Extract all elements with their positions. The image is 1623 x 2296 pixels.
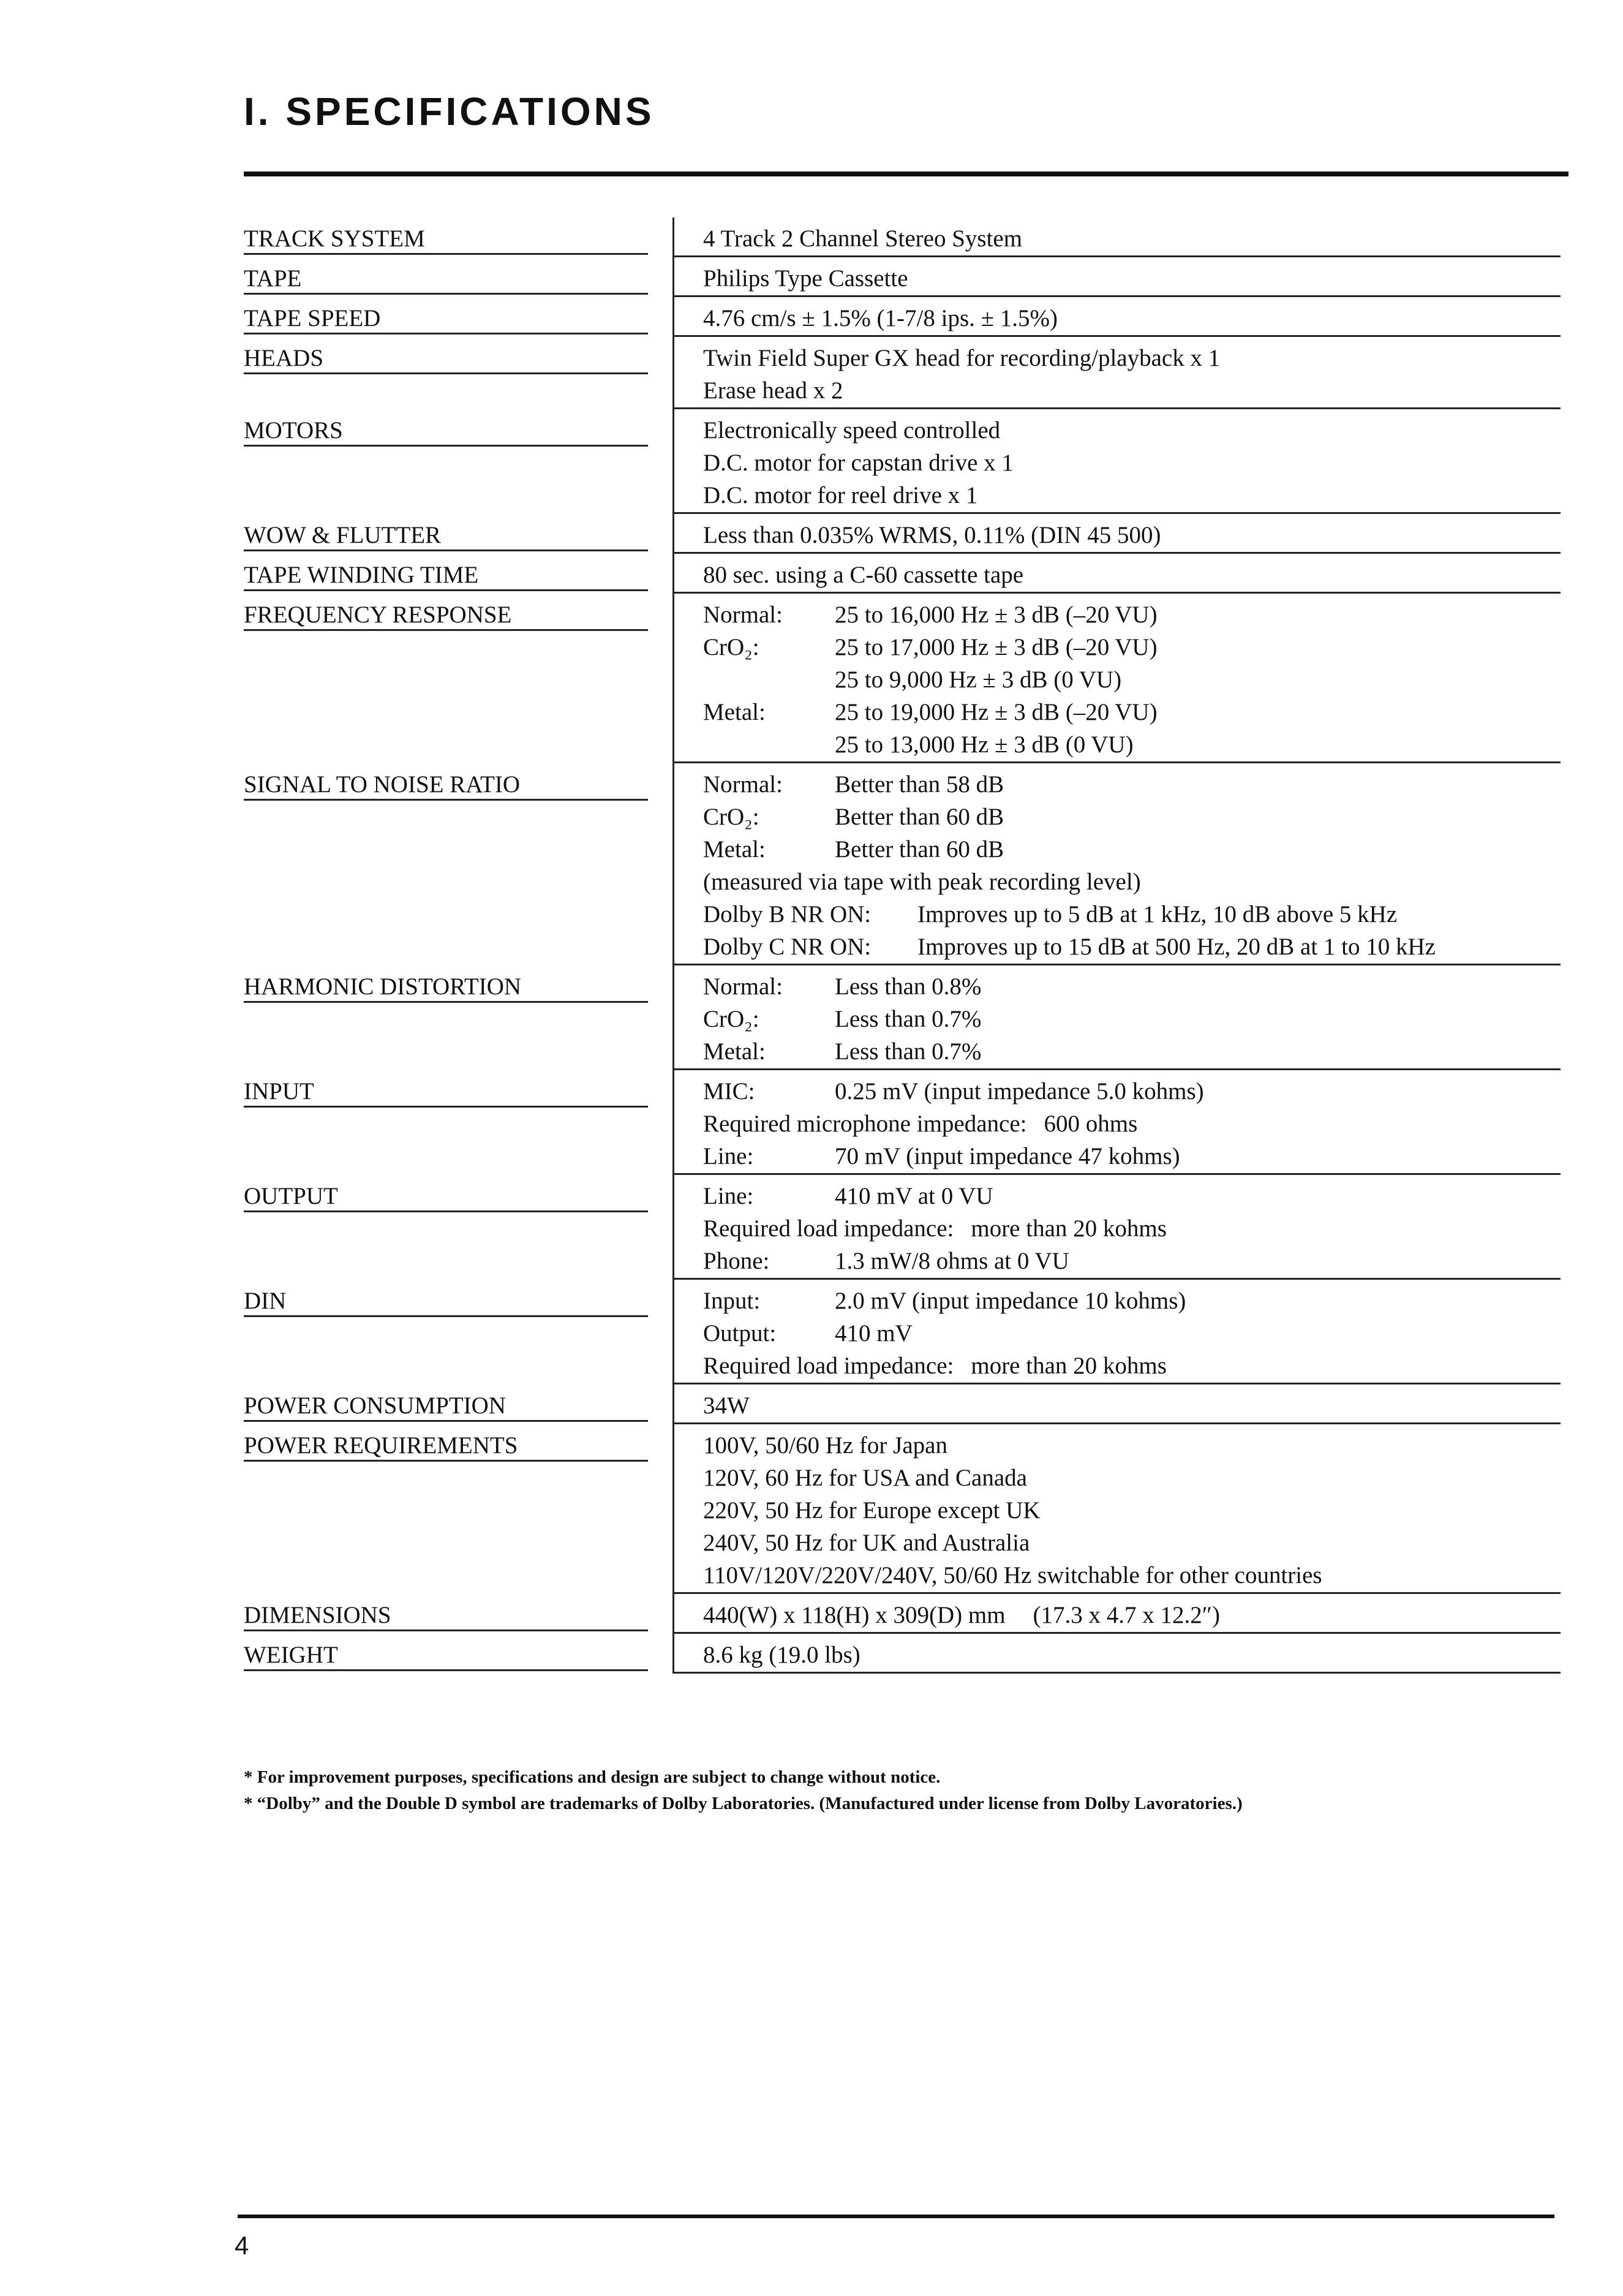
spec-value: [703, 257, 1561, 297]
spec-value-line: [703, 1075, 1561, 1108]
spec-value-line: [703, 1350, 1561, 1382]
spec-value-text: D.C. motor for capstan drive x 1: [703, 450, 1014, 476]
spec-value-line: [703, 1035, 1561, 1068]
column-divider: [672, 554, 674, 594]
spec-value: [703, 514, 1561, 554]
spec-value-text: Less than 0.8%: [835, 973, 982, 1000]
spec-label: FREQUENCY RESPONSE: [244, 594, 648, 631]
spec-label: POWER CONSUMPTION: [244, 1384, 648, 1422]
spec-value-key: Line:: [703, 1143, 754, 1169]
spec-value-line: [703, 599, 1561, 631]
spec-value-line: [703, 1599, 1561, 1631]
spec-value-text: 600 ohms: [1044, 1111, 1138, 1137]
spec-value-line: [703, 898, 1561, 931]
spec-value-key: Required microphone impedance:: [703, 1111, 1027, 1137]
spec-value-text: Erase head x 2: [703, 377, 843, 404]
page-number: 4: [235, 2231, 249, 2260]
column-divider: [672, 257, 674, 297]
spec-row: [244, 1175, 1561, 1280]
spec-value-line: [703, 1140, 1561, 1173]
column-divider: [672, 1594, 674, 1634]
spec-value-key: Normal:: [703, 602, 783, 628]
spec-value-text: 80 sec. using a C-60 cassette tape: [703, 562, 1024, 588]
spec-value-text: Better than 60 dB: [835, 804, 1004, 830]
column-divider: [672, 1175, 674, 1280]
spec-value-line: [703, 519, 1561, 551]
spec-value-line: [703, 1003, 1561, 1035]
spec-value-key: 440(W) x 118(H) x 309(D) mm: [703, 1602, 1006, 1628]
spec-value-line: [703, 447, 1561, 479]
spec-value-text: 25 to 9,000 Hz ± 3 dB (0 VU): [835, 667, 1122, 693]
footnote: * “Dolby” and the Double D symbol are trademarks of Dolby Laboratories. (Manufactured under license from Dolby Lavoratories.): [244, 1794, 1243, 1813]
spec-row: [244, 1424, 1561, 1594]
spec-label: POWER REQUIREMENTS: [244, 1424, 648, 1462]
spec-row: [244, 514, 1561, 554]
spec-value: [703, 1384, 1561, 1424]
spec-label: HARMONIC DISTORTION: [244, 965, 648, 1003]
spec-row: [244, 337, 1561, 409]
spec-value-line: [703, 414, 1561, 447]
spec-value-key: Phone:: [703, 1248, 770, 1274]
spec-value-key: Metal:: [703, 836, 766, 863]
spec-row: [244, 217, 1561, 257]
spec-value-line: [703, 559, 1561, 591]
spec-value-line: [703, 631, 1561, 663]
spec-value-text: Improves up to 15 dB at 500 Hz, 20 dB at 1 to 10 kHz: [917, 934, 1436, 960]
spec-row: [244, 965, 1561, 1070]
spec-value-line: [703, 1108, 1561, 1140]
spec-value-line: [703, 768, 1561, 801]
title-rule: [244, 172, 1568, 176]
column-divider: [672, 763, 674, 965]
spec-value-text: (measured via tape with peak recording level): [703, 869, 1141, 895]
spec-label: OUTPUT: [244, 1175, 648, 1212]
spec-label: SIGNAL TO NOISE RATIO: [244, 763, 648, 801]
spec-value: [703, 337, 1561, 409]
spec-value: [703, 1634, 1561, 1674]
spec-table: [244, 217, 1561, 1674]
spec-value: [703, 554, 1561, 594]
spec-value-text: 8.6 kg (19.0 lbs): [703, 1642, 860, 1668]
spec-value-line: [703, 479, 1561, 512]
spec-value-text: more than 20 kohms: [971, 1215, 1167, 1242]
spec-value-line: [703, 1180, 1561, 1212]
spec-label: HEADS: [244, 337, 648, 374]
spec-value: [703, 1070, 1561, 1175]
spec-row: [244, 1594, 1561, 1634]
spec-value-text: Improves up to 5 dB at 1 kHz, 10 dB above 5 kHz: [917, 901, 1398, 927]
spec-value: [703, 763, 1561, 965]
spec-value-text: more than 20 kohms: [971, 1353, 1167, 1379]
spec-value-key: MIC:: [703, 1078, 755, 1105]
spec-label: TAPE SPEED: [244, 297, 648, 334]
spec-value-key: Input:: [703, 1288, 761, 1314]
spec-value-text: Electronically speed controlled: [703, 417, 1001, 444]
spec-value-line: [703, 374, 1561, 407]
page-rule: [238, 2215, 1554, 2218]
spec-label: WOW & FLUTTER: [244, 514, 648, 551]
spec-row: [244, 297, 1561, 337]
spec-value: [703, 409, 1561, 514]
spec-value-text: 34W: [703, 1392, 750, 1419]
spec-value: [703, 1594, 1561, 1634]
column-divider: [672, 1424, 674, 1594]
spec-row: [244, 1384, 1561, 1424]
spec-value-text: 120V, 60 Hz for USA and Canada: [703, 1465, 1027, 1491]
spec-value-line: [703, 970, 1561, 1003]
column-divider: [672, 1634, 674, 1674]
spec-value-text: 110V/120V/220V/240V, 50/60 Hz switchable for other countries: [703, 1562, 1322, 1588]
spec-value-text: Less than 0.7%: [835, 1038, 982, 1065]
spec-value-key: Required load impedance:: [703, 1353, 954, 1379]
spec-value-line: [703, 1494, 1561, 1527]
spec-value-text: 220V, 50 Hz for Europe except UK: [703, 1497, 1041, 1524]
spec-label: TAPE WINDING TIME: [244, 554, 648, 591]
column-divider: [672, 594, 674, 763]
spec-value: [703, 1280, 1561, 1384]
spec-row: [244, 409, 1561, 514]
column-divider: [672, 965, 674, 1070]
spec-label: DIMENSIONS: [244, 1594, 648, 1631]
spec-value-text: 25 to 17,000 Hz ± 3 dB (–20 VU): [835, 634, 1158, 660]
spec-value-line: [703, 342, 1561, 374]
spec-row: [244, 554, 1561, 594]
spec-value-key: CrO₂:: [703, 634, 759, 660]
spec-value-line: [703, 1429, 1561, 1462]
spec-value-line: [703, 222, 1561, 255]
column-divider: [672, 217, 674, 257]
spec-row: [244, 257, 1561, 297]
column-divider: [672, 1384, 674, 1424]
spec-value-line: [703, 1212, 1561, 1245]
spec-value-key: Required load impedance:: [703, 1215, 954, 1242]
spec-value-text: 410 mV: [835, 1320, 913, 1346]
spec-value-line: [703, 931, 1561, 963]
column-divider: [672, 1070, 674, 1175]
spec-row: [244, 1070, 1561, 1175]
spec-value-text: 25 to 19,000 Hz ± 3 dB (–20 VU): [835, 699, 1158, 725]
spec-value-text: 25 to 13,000 Hz ± 3 dB (0 VU): [835, 731, 1134, 758]
spec-value-text: 100V, 50/60 Hz for Japan: [703, 1432, 947, 1459]
spec-value-text: D.C. motor for reel drive x 1: [703, 482, 978, 508]
spec-value-text: 0.25 mV (input impedance 5.0 kohms): [835, 1078, 1204, 1105]
spec-label: TAPE: [244, 257, 648, 295]
spec-value-line: [703, 1639, 1561, 1671]
spec-value-key: Line:: [703, 1183, 754, 1209]
spec-value-key: Normal:: [703, 771, 783, 798]
spec-value-key: CrO₂:: [703, 804, 759, 830]
spec-value-text: Less than 0.035% WRMS, 0.11% (DIN 45 500): [703, 522, 1161, 548]
spec-value-line: [703, 866, 1561, 898]
spec-value-line: [703, 302, 1561, 334]
spec-value-text: Better than 60 dB: [835, 836, 1004, 863]
spec-value-key: Output:: [703, 1320, 777, 1346]
spec-value-line: [703, 1317, 1561, 1350]
spec-value-text: Twin Field Super GX head for recording/playback x 1: [703, 345, 1221, 371]
spec-value-text: 240V, 50 Hz for UK and Australia: [703, 1530, 1030, 1556]
spec-value-text: 25 to 16,000 Hz ± 3 dB (–20 VU): [835, 602, 1158, 628]
spec-value-line: [703, 1559, 1561, 1592]
spec-row: [244, 594, 1561, 763]
spec-value-line: [703, 1527, 1561, 1559]
spec-value: [703, 297, 1561, 337]
column-divider: [672, 1280, 674, 1384]
spec-value-line: [703, 1462, 1561, 1494]
spec-value-key: CrO₂:: [703, 1006, 759, 1032]
column-divider: [672, 297, 674, 337]
spec-value-text: Less than 0.7%: [835, 1006, 982, 1032]
spec-value-text: 70 mV (input impedance 47 kohms): [835, 1143, 1180, 1169]
spec-value: [703, 1175, 1561, 1280]
spec-label: DIN: [244, 1280, 648, 1317]
footnotes: [244, 1764, 1243, 1817]
spec-value: [703, 965, 1561, 1070]
spec-value-key: Dolby C NR ON:: [703, 934, 872, 960]
spec-label: WEIGHT: [244, 1634, 648, 1671]
spec-value-text: (17.3 x 4.7 x 12.2″): [1033, 1602, 1221, 1628]
spec-value-line: [703, 1285, 1561, 1317]
spec-value-text: 4.76 cm/s ± 1.5% (1-7/8 ips. ± 1.5%): [703, 305, 1058, 331]
spec-value-text: 410 mV at 0 VU: [835, 1183, 993, 1209]
spec-row: [244, 763, 1561, 965]
spec-value-line: [703, 728, 1561, 761]
spec-value: [703, 217, 1561, 257]
spec-value-line: [703, 801, 1561, 833]
spec-value-key: Dolby B NR ON:: [703, 901, 872, 927]
spec-label: TRACK SYSTEM: [244, 217, 648, 255]
spec-value-text: Better than 58 dB: [835, 771, 1004, 798]
spec-value-line: [703, 1389, 1561, 1422]
column-divider: [672, 514, 674, 554]
spec-value-line: [703, 696, 1561, 728]
column-divider: [672, 409, 674, 514]
spec-value-text: 1.3 mW/8 ohms at 0 VU: [835, 1248, 1069, 1274]
spec-value-line: [703, 262, 1561, 295]
spec-value: [703, 594, 1561, 763]
spec-value-line: [703, 833, 1561, 866]
spec-value-key: Metal:: [703, 699, 766, 725]
spec-label: INPUT: [244, 1070, 648, 1108]
spec-value-text: Philips Type Cassette: [703, 265, 908, 292]
spec-value-line: [703, 1245, 1561, 1277]
spec-value: [703, 1424, 1561, 1594]
spec-value-key: Metal:: [703, 1038, 766, 1065]
spec-row: [244, 1280, 1561, 1384]
footnote: * For improvement purposes, specifications and design are subject to change without notice.: [244, 1767, 941, 1787]
page-title: I. SPECIFICATIONS: [244, 89, 655, 134]
spec-row: [244, 1634, 1561, 1674]
spec-value-text: 2.0 mV (input impedance 10 kohms): [835, 1288, 1186, 1314]
spec-value-line: [703, 663, 1561, 696]
spec-value-key: Normal:: [703, 973, 783, 1000]
spec-label: MOTORS: [244, 409, 648, 447]
spec-value-text: 4 Track 2 Channel Stereo System: [703, 225, 1023, 252]
column-divider: [672, 337, 674, 409]
